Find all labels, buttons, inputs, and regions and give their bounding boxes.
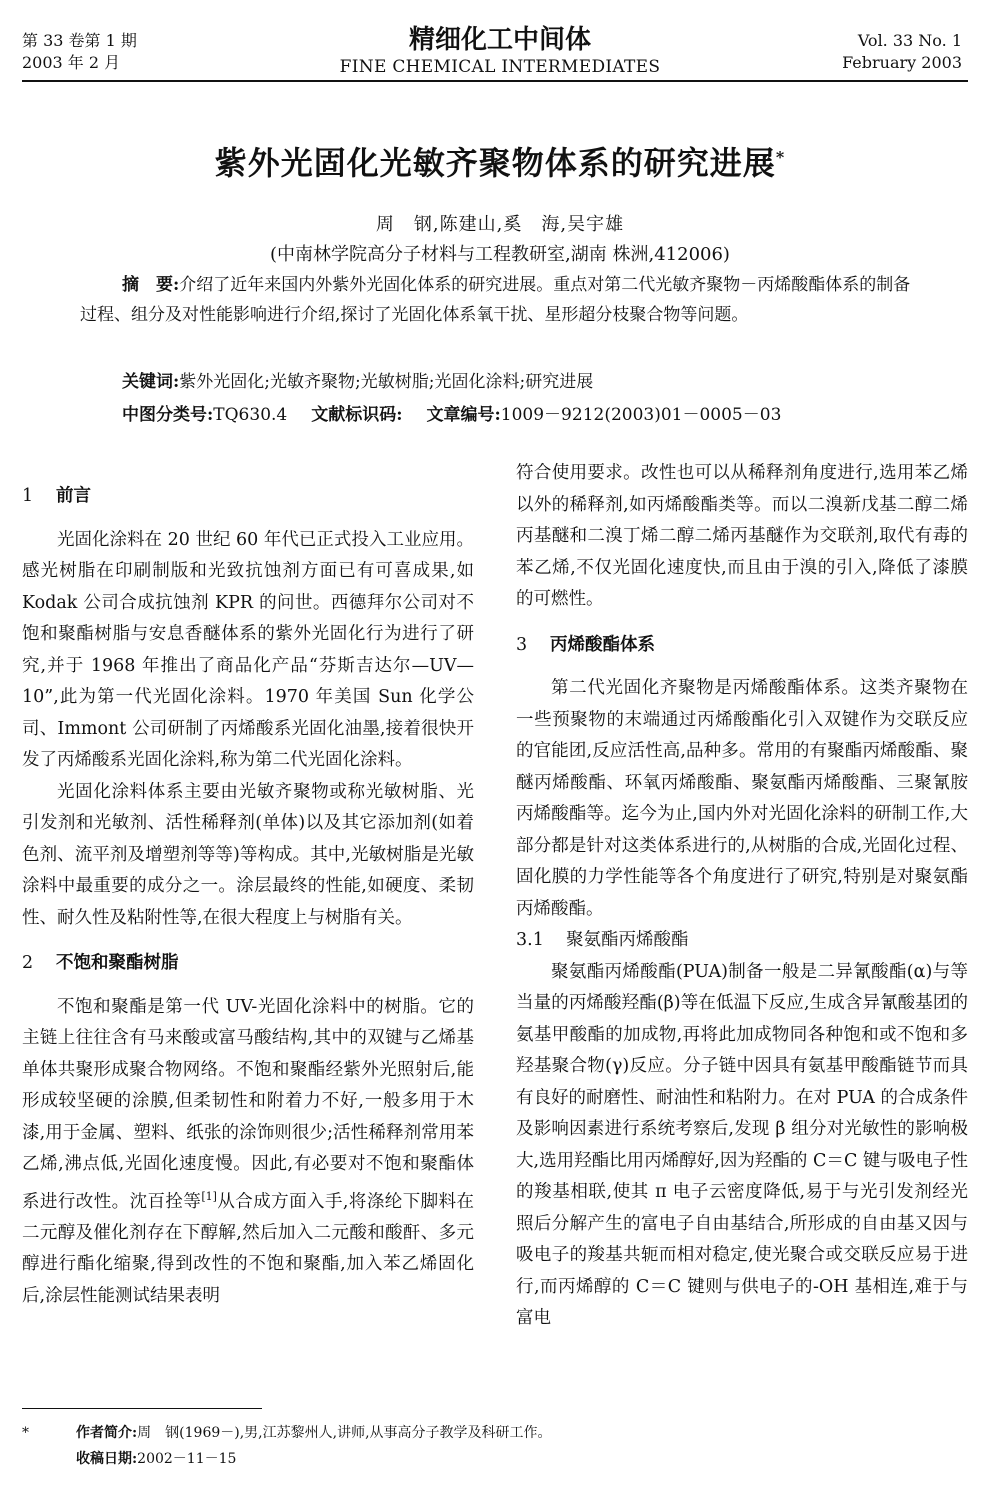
paragraph: 光固化涂料在 20 世纪 60 年代已正式投入工业应用。感光树脂在印刷制版和光致抗蚀剂方面已有可喜成果,如 Kodak 公司合成抗蚀剂 KPR 的问世。西德拜尔公司对不饱和聚酯树脂与安息香醚体系的紫外光固化行为进行了研究,并于 1968 年推出了商品化产品“芬斯吉达尔—UV—10”,此为第一代光固化涂料。1970 年美国 Sun 化学公司、Immont 公司研制了丙烯酸系光固化油墨,接着很快开发了丙烯酸系光固化涂料,称为第二代光固化涂料。 bbox=[22, 529, 474, 770]
paper-title bbox=[0, 138, 1000, 184]
section-2-heading bbox=[22, 948, 474, 980]
author-list: 周 钢,陈建山,奚 海,吴宇雄 bbox=[375, 214, 625, 235]
paragraph: 第二代光固化齐聚物是丙烯酸酯体系。这类齐聚物在一些预聚物的末端通过丙烯酸酯化引入双键作为交联反应的官能团,反应活性高,品种多。常用的有聚酯丙烯酸酯、聚醚丙烯酸酯、环氧丙烯酸酯、聚氨酯丙烯酸酯、三聚氰胺丙烯酸酯等。迄今为止,国内外对光固化涂料的研制工作,大部分都是针对这类体系进行的,从树脂的合成,光固化过程、固化膜的力学性能等各个角度进行了研究,特别是对聚氨酯丙烯酸酯。 bbox=[516, 678, 968, 919]
paragraph-text: 不饱和聚酯是第一代 UV-光固化涂料中的树脂。它的主链上往往含有马来酸或富马酸结构,其中的双键与乙烯基单体共聚形成聚合物网络。不饱和聚酯经紫外光照射后,能形成较坚硬的涂膜,但柔韧性和附着力不好,一般多用于木漆,用于金属、塑料、纸张的涂饰则很少;活性稀释剂常用苯乙烯,沸点低,光固化速度慢。因此,有必要对不饱和聚酯体系进行改性。沈百拴等 bbox=[22, 996, 474, 1212]
affiliation: (中南林学院高分子材料与工程教研室,湖南 株洲,412006) bbox=[270, 244, 730, 265]
author-bio-label: 作者简介: bbox=[76, 1425, 138, 1441]
paragraph-text: 从合成方面入手,将涤纶下脚料在二元醇及催化剂存在下醇解,然后加入二元酸和酸酐、多元醇进行酯化缩聚,得到改性的不饱和聚酯,加入苯乙烯固化后,涂层性能测试结果表明 bbox=[22, 1191, 475, 1306]
section-number: 3 bbox=[516, 634, 528, 655]
classification bbox=[122, 400, 781, 430]
article-no-label: 文章编号: bbox=[426, 405, 501, 425]
section-number: 1 bbox=[22, 486, 34, 506]
issue-date-en: February 2003 bbox=[842, 53, 962, 72]
subsection-3-1-heading bbox=[516, 925, 968, 957]
issue-volume-en: Vol. 33 No. 1 bbox=[857, 31, 962, 50]
journal-title-cn: 精细化工中间体 bbox=[408, 25, 591, 55]
section-3-heading bbox=[516, 630, 968, 662]
citation-ref: [1] bbox=[201, 1189, 217, 1203]
clc-value: TQ630.4 bbox=[213, 405, 288, 425]
paper-title-text: 紫外光固化光敏齐聚物体系的研究进展 bbox=[214, 144, 776, 182]
keywords-text: 紫外光固化;光敏齐聚物;光敏树脂;光固化涂料;研究进展 bbox=[179, 372, 594, 392]
section-title: 前言 bbox=[56, 486, 91, 506]
article-no-value: 1009－9212(2003)01－0005－03 bbox=[500, 405, 782, 425]
footnote-mark: * bbox=[22, 1425, 29, 1441]
right-column bbox=[516, 458, 968, 1335]
paragraph: 符合使用要求。改性也可以从稀释剂角度进行,选用苯乙烯以外的稀释剂,如丙烯酸酯类等。而以二溴新戊基二醇二烯丙基醚和二溴丁烯二醇二烯丙基醚作为交联剂,取代有毒的苯乙烯,不仅光固化速度快,而且由于溴的引入,降低了漆膜的可燃性。 bbox=[516, 463, 968, 609]
keywords bbox=[122, 367, 593, 397]
abstract-text: 介绍了近年来国内外紫外光固化体系的研究进展。重点对第二代光敏齐聚物－丙烯酸酯体系的制备过程、组分及对性能影响进行介绍,探讨了光固化体系氧干扰、星形超分枝聚合物等问题。 bbox=[80, 275, 911, 325]
issue-volume: 第 33 卷第 1 期 bbox=[22, 31, 137, 50]
issue-info-en bbox=[842, 30, 962, 74]
left-column bbox=[22, 475, 474, 1312]
abstract bbox=[80, 270, 920, 330]
keywords-label: 关键词: bbox=[122, 372, 180, 392]
section-title: 不饱和聚酯树脂 bbox=[56, 953, 179, 973]
section-1-heading bbox=[22, 481, 474, 513]
section-title: 丙烯酸酯体系 bbox=[550, 634, 655, 655]
footnote bbox=[22, 1420, 552, 1472]
paragraph: 聚氨酯丙烯酸酯(PUA)制备一般是二异氰酸酯(α)与等当量的丙烯酸羟酯(β)等在低温下反应,生成含异氰酸基团的氨基甲酸酯的加成物,再将此加成物同各种饱和或不饱和多羟基聚合物(γ)反应。分子链中因具有氨基甲酸酯链节而具有良好的耐磨性、耐油性和粘附力。在对 PUA 的合成条件及影响因素进行系统考察后,发现 β 组分对光敏性的影响极大,选用羟酯比用丙烯醇好,因为羟酯的 C＝C 键与吸电子性的羧基相联,使其 π 电子云密度降低,易于与光引发剂经光照后分解产生的富电子自由基结合,所形成的自由基又因与吸电子的羧基共轭而相对稳定,使光聚合或交联反应易于进行,而丙烯醇的 C＝C 键则与供电子的-OH 基相连,难于与富电 bbox=[516, 961, 968, 1328]
title-footnote-mark: * bbox=[775, 147, 786, 167]
subsection-number: 3.1 bbox=[516, 930, 544, 950]
received-date: 2002－11－15 bbox=[137, 1451, 237, 1467]
issue-date: 2003 年 2 月 bbox=[22, 53, 121, 72]
journal-title-en: FINE CHEMICAL INTERMEDIATES bbox=[339, 57, 661, 77]
header-rule bbox=[22, 80, 968, 82]
paragraph bbox=[22, 992, 474, 1313]
footnote-rule bbox=[22, 1408, 262, 1409]
author-bio-text: 周 钢(1969－),男,江苏黎州人,讲师,从事高分子教学及科研工作。 bbox=[137, 1425, 552, 1441]
section-number: 2 bbox=[22, 953, 34, 973]
paragraph: 光固化涂料体系主要由光敏齐聚物或称光敏树脂、光引发剂和光敏剂、活性稀释剂(单体)以及其它添加剂(如着色剂、流平剂及增塑剂等等)等构成。其中,光敏树脂是光敏涂料中最重要的成分之一。涂层最终的性能,如硬度、柔韧性、耐久性及粘附性等,在很大程度上与树脂有关。 bbox=[22, 781, 474, 928]
doc-code-label: 文献标识码: bbox=[311, 405, 403, 425]
subsection-title: 聚氨酯丙烯酸酯 bbox=[566, 930, 689, 950]
received-date-label: 收稿日期: bbox=[76, 1451, 138, 1467]
abstract-label: 摘 要: bbox=[122, 275, 180, 295]
clc-label: 中图分类号: bbox=[122, 405, 214, 425]
